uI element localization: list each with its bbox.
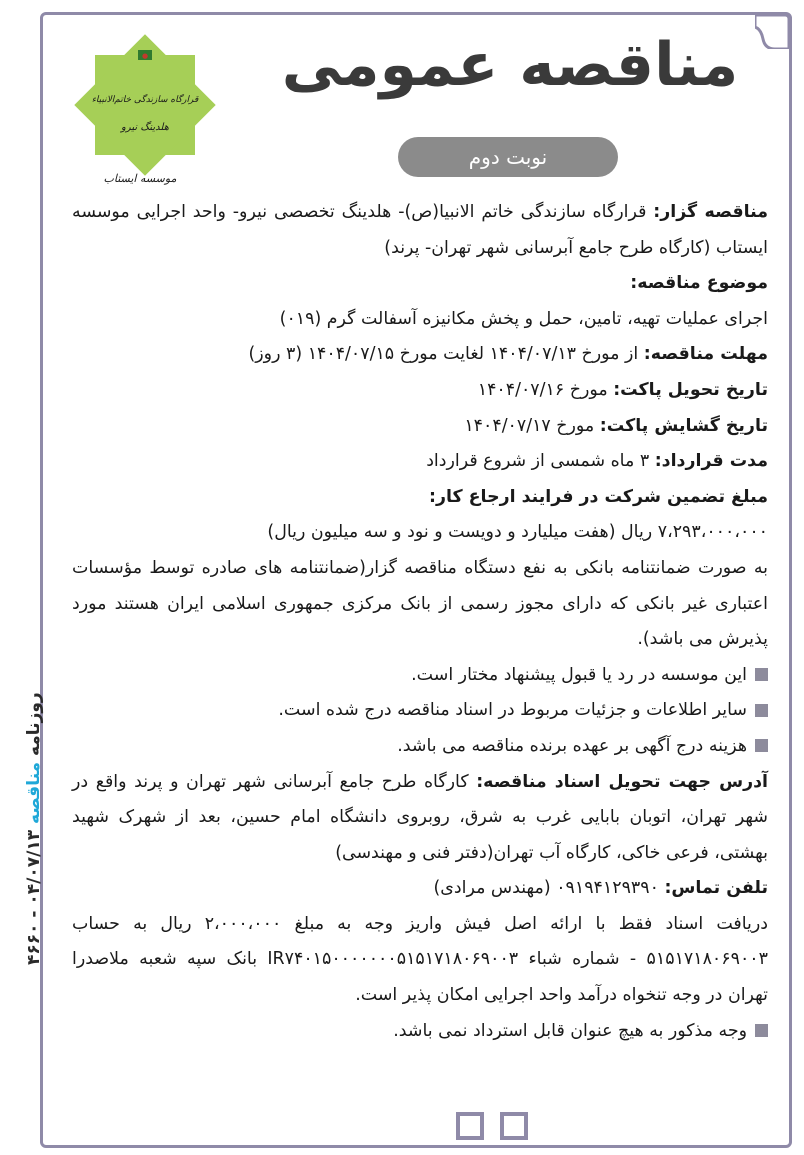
organizer-text: قرارگاه سازندگی خاتم الانبیا(ص)- هلدینگ تخصصی نیرو- واحد اجرایی موسسه ایستاب (کارگاه طرح جامع آبرسانی شهر تهران- پرند) xyxy=(72,202,768,258)
isetab-logo-icon xyxy=(70,30,220,180)
svg-text:●: ● xyxy=(141,52,149,60)
duration-label: مدت قرارداد: xyxy=(654,451,768,472)
side-brand: مناقصه xyxy=(24,761,44,824)
square-bullet-icon xyxy=(755,739,768,752)
square-bullet-icon xyxy=(755,668,768,681)
logo-caption: موسسه ایستاب xyxy=(103,172,177,185)
newspaper-side-label xyxy=(24,692,44,965)
bullet-item xyxy=(72,729,768,765)
duration-paragraph xyxy=(72,444,768,480)
logo-org-line1: قرارگاه سازندگی خاتم‌الانبیاء xyxy=(91,95,199,105)
page-title: مناقصه عمومی xyxy=(281,30,739,100)
opening-paragraph xyxy=(72,409,768,445)
guarantee-amount: ۷،۲۹۳،۰۰۰،۰۰۰ ریال (هفت میلیارد و دویست و نود و سه میلیون ریال) xyxy=(267,522,768,543)
delivery-text: مورخ ۱۴۰۴/۰۷/۱۶ xyxy=(477,379,608,400)
subject-text: اجرای عملیات تهیه، تامین، حمل و پخش مکانیزه آسفالت گرم (۰۱۹) xyxy=(279,308,768,329)
deadline-label: مهلت مناقصه: xyxy=(643,344,768,365)
guarantee-text: به صورت ضمانتنامه بانکی به نفع دستگاه مناقصه گزار(ضمانتنامه های صادره توسط مؤسسات اعتباری غیر بانکی که دارای مجوز رسمی از بانک مرکزی جمهوری اسلامی ایران هستند مورد پذیرش می باشد). xyxy=(72,557,768,650)
square-bullet-icon xyxy=(755,1024,768,1037)
phone-label: تلفن تماس: xyxy=(664,878,768,899)
opening-label: تاریخ گشایش پاکت: xyxy=(599,415,768,436)
decor-square xyxy=(456,1112,484,1140)
square-bullet-icon xyxy=(755,704,768,717)
guarantee-heading xyxy=(72,480,768,516)
organizer-label: مناقصه گزار: xyxy=(653,202,768,222)
bullet-text: سایر اطلاعات و جزئیات مربوط در اسناد مناقصه درج شده است. xyxy=(278,700,747,721)
subject-label: موضوع مناقصه: xyxy=(630,273,768,294)
tender-body xyxy=(72,195,768,1049)
bullet-item xyxy=(72,658,768,694)
bullet-text: وجه مذکور به هیچ عنوان قابل استرداد نمی باشد. xyxy=(393,1020,747,1041)
address-text: کارگاه طرح جامع آبرسانی شهر تهران و پرند واقع در شهر تهران، اتوبان بابایی غرب به شرق، روبروی دانشگاه امام حسین، بعد از شهرک شهید بهشتی، فرعی خاکی، کارگاه آب تهران(دفتر فنی و مهندسی) xyxy=(72,771,768,863)
payment-text: دریافت اسناد فقط با ارائه اصل فیش واریز وجه به مبلغ ۲،۰۰۰،۰۰۰ ریال به حساب ۵۱۵۱۷۱۸۰۶۹۰۰۳ - شماره شباء IR۷۴۰۱۵۰۰۰۰۰۰۰۵۱۵۱۷۱۸۰۶۹۰۰۳ بانک سپه شعبه ملاصدرا تهران در وجه تنخواه درآمد واحد اجرایی امکان پذیر است. xyxy=(72,913,768,1006)
delivery-label: تاریخ تحویل پاکت: xyxy=(613,379,768,400)
deadline-text: از مورخ ۱۴۰۴/۰۷/۱۳ لغایت مورخ ۱۴۰۴/۰۷/۱۵ (۳ روز) xyxy=(248,344,639,365)
decor-square xyxy=(500,1112,528,1140)
opening-text: مورخ ۱۴۰۴/۰۷/۱۷ xyxy=(464,415,595,436)
side-issue: ۴۶۶۰ - ۰۴/۰۷/۱۳ xyxy=(24,829,44,965)
phone-paragraph xyxy=(72,871,768,907)
bullet-text: هزینه درج آگهی بر عهده برنده مناقصه می باشد. xyxy=(397,735,747,756)
duration-text: ۳ ماه شمسی از شروع قرارداد xyxy=(426,451,650,472)
address-paragraph xyxy=(72,765,768,872)
subject-heading xyxy=(72,266,768,302)
deadline-paragraph xyxy=(72,337,768,373)
address-label: آدرس جهت تحویل اسناد مناقصه: xyxy=(476,771,769,792)
final-bullet xyxy=(72,1014,768,1050)
bullet-item xyxy=(72,693,768,729)
guarantee-label: مبلغ تضمین شرکت در فرایند ارجاع کار: xyxy=(429,486,768,507)
side-prefix: روزنامه xyxy=(24,692,44,757)
organizer-paragraph xyxy=(72,195,768,266)
delivery-paragraph xyxy=(72,373,768,409)
phone-text: ۰۹۱۹۴۱۲۹۳۹۰ (مهندس مرادی) xyxy=(433,878,659,899)
logo-org-line2: هلدینگ نیرو xyxy=(121,122,169,133)
round-badge: نوبت دوم xyxy=(398,137,618,177)
bullet-text: این موسسه در رد یا قبول پیشنهاد مختار است. xyxy=(411,664,747,685)
